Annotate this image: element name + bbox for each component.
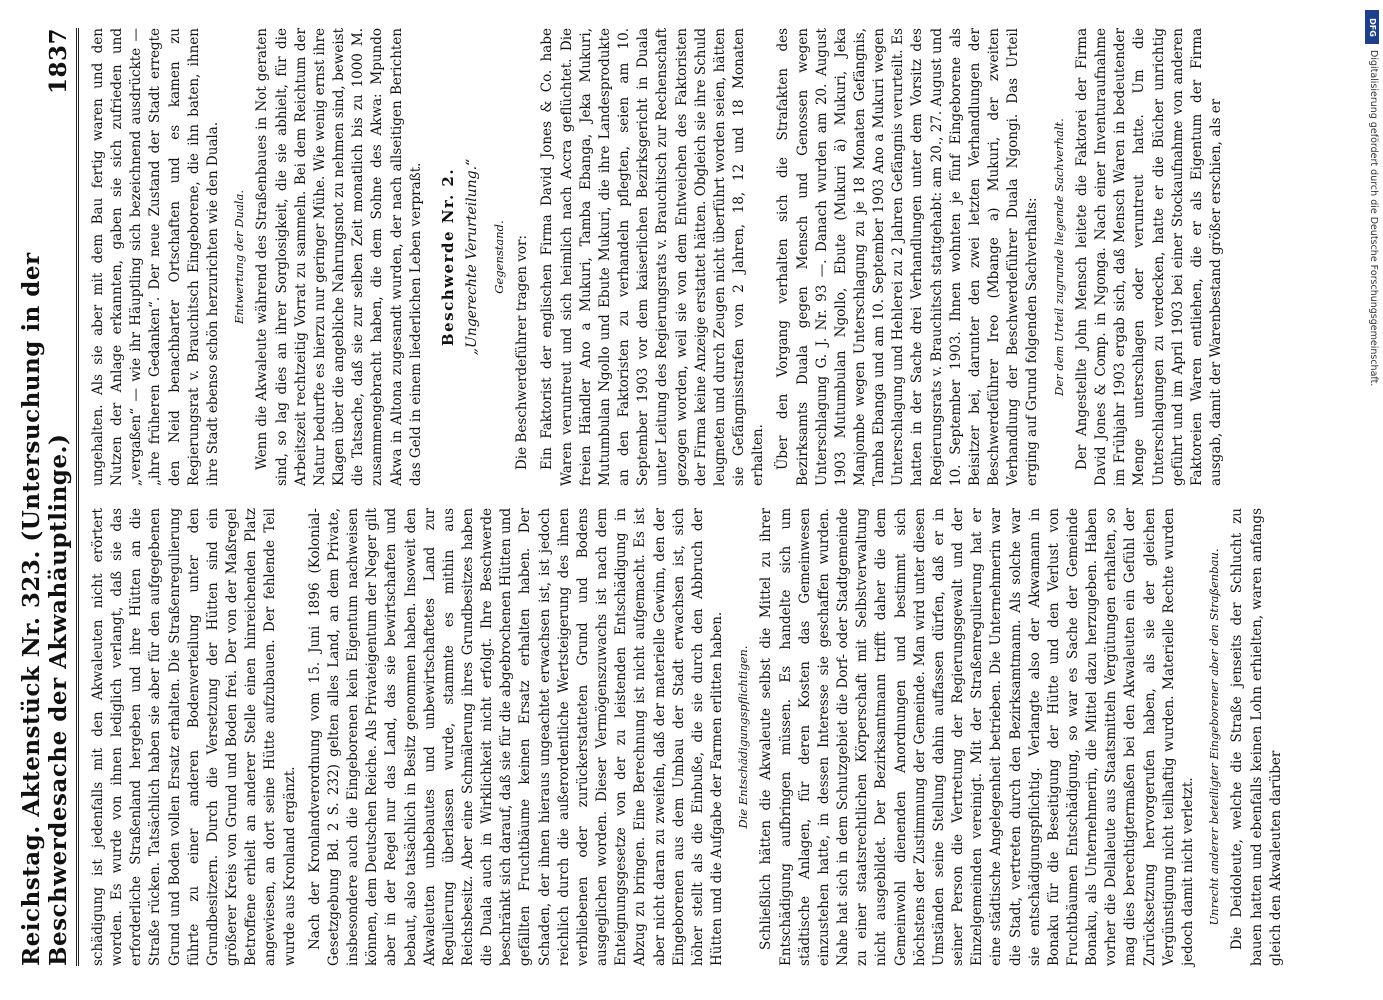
column-right: [89, 28, 1292, 486]
paragraph: Die Beschwerdeführer tragen vor:: [514, 234, 531, 470]
paragraph: Der Angestellte John Mensch leitete die Faktorei der Firma David Jones & Comp. in Ngonga. Nach einer Inventuraufnahme im Frühjahr 1903 ergab sich, daß Mensch Waren in bedeutender Menge unterschlagen oder veruntreut hatte. Um die Unterschlagungen zu verdecken, hatte er die Bücher unrichtig geführt und im April 1903 bei einer Stockaufnahme von anderen Faktoreien Waren entliehen, die er als Eigentum der Firma ausgab, damit der Warenbestand größer erschien, als er: [1073, 28, 1224, 486]
section-subheading: Unrecht anderer beteiligter Eingeborener aber den Straßenbau.: [1207, 548, 1222, 926]
section-subheading: Gegenstand.: [492, 220, 506, 294]
paragraph: Wenn die Akwaleute während des Straßenbaues in Not geraten sind, so lag dies an ihrer Sorglosigkeit, die sie abhielt, für die Arbeitszeit rechtzeitig Vorrat zu sammeln. Bei dem Reichtum der Natur bedurfte es hierzu nur geringer Mühe. Wie wenig ernst ihre Klagen über die angebliche Nahrungsnot zu nehmen sind, beweist die Tatsache, daß sie zur selben Zeit monatlich bis zu 1000 M. zusammengebracht haben, die dem Sohne des Akwa: Mpundo Akwa in Altona zugesandt wurden, der nach allseitigen Berichten das Geld in einem liederlichen Leben verpraßt.: [254, 28, 424, 486]
paragraph: Die Deidoleute, welche die Straße jenseits der Schlucht zu bauen hatten und ebenfalls keinen Lohn erhielten, waren anfangs gleich den Akwaleuten darüber: [1229, 508, 1284, 966]
page-title: Reichstag. Aktenstück Nr. 323. (Untersuchung in der Beschwerdesache der Akwahäuptlinge.): [18, 252, 72, 966]
section-subheading: Die Entschädigungspflichtigen.: [736, 645, 751, 829]
page-number: 1837: [45, 28, 72, 95]
credit-text: Digitalisierung gefördert durch die Deutsche Forschungsgemeinschaft.: [1368, 50, 1379, 387]
paragraph: Schließlich hätten die Akwaleute selbst die Mittel zu ihrer Entschädigung aufbringen müssen. Es handelte sich um städtische Anlagen, für deren Kosten das Gemeinwesen einzustehen hatte, in dessen Interesse sie geschaffen wurden. Nahe hat sich in dem Schutzgebiet die Dorf- oder Stadtgemeinde zu einer staatsrechtlichen Körperschaft mit Selbstverwaltung nicht ausgebildet. Der Bezirksamtmann trifft daher die dem Gemeinwohl dienenden Anordnungen und bestimmt sich höchstens der Zustimmung der Gemeinde. Man wird unter diesen Umständen seine Stellung dahin auffassen dürfen, daß er in seiner Person die Vertretung der Regierungsgewalt und der Einzelgemeinden vereinigt. Mit der Straßenregulierung hat er eine städtische Angelegenheit betrieben. Die Unternehmerin war die Stadt, vertreten durch den Bezirksamtmann. Als solche war sie entschädigungspflichtig. Verlangte also der Akwamann in Bonaku für die Beseitigung der Hütte und den Verlust von Fruchtbäumen Entschädigung, so war es Sache der Gemeinde Bonaku, als Unternehmerin, die Mittel dazu herzugeben. Haben vorher die Dellaleute aus Staatsmitteln Vergütungen erhalten, so mag dies berechtigtermaßen bei den Akwaleuten ein Gefühl der Zurücksetzung hervorgerufen haben, als sie der gleichen Vergünstigung nicht teilhaftig wurden. Materielle Rechte wurden jedoch damit nicht verletzt.: [758, 508, 1196, 966]
section-subheading: Entwertung der Duala.: [232, 190, 247, 325]
complaint-subtitle: „Ungerechte Verurteilung.“: [464, 158, 481, 356]
complaint-heading: Beschwerde Nr. 2.: [438, 167, 457, 347]
paragraph: Ein Faktorist der englischen Firma David Jones & Co. habe Waren veruntreut und sich heimlich nach Accra geflüchtet. Die freien Händler Ano a Mukuri, Tamba Ebanga, Jeka Mukuri, Mutumbulan Ngollo und Ebute Mukuri, die ihre Landesprodukte an den Faktoristen zu verhandeln pflegten, seien am 10. September 1903 vor dem kaiserlichen Bezirksgericht in Duala unter Leitung des Regierungsrats v. Brauchitsch zur Rechenschaft gezogen worden, weil sie von dem Entweichen des Faktoristen der Firma keine Anzeige erstattet hätten. Obgleich sie ihre Schuld leugneten und durch Zeugen nicht überführt worden seien, hätten sie Gefängnisstrafen von 2 Jahren, 18, 12 und 18 Monaten erhalten.: [539, 28, 767, 486]
section-subheading: Der dem Urteil zugrunde liegende Sachverhalt.: [1051, 118, 1066, 396]
paragraph: schädigung ist jedenfalls mit den Akwaleuten nicht erörtert worden. Es wurde von ihnen lediglich verlangt, daß sie das erforderliche Straßenland hergeben und ihre Hütten an die Straße rücken. Tatsächlich haben sie aber für den aufgegebenen Grund und Boden vollen Ersatz erhalten. Die Straßenregulierung führte zu einer anderen Bodenverteilung unter den Grundbesitzern. Durch die Versetzung der Hütten sind ein größerer Kreis von Grund und Boden frei. Der von der Maßregel Betroffene erhielt an anderer Stelle einen hinreichenden Platz angewiesen, an dort seine Hütte aufzubauen. Der fehlende Teil wurde aus Kronland ergänzt.: [90, 508, 298, 966]
digitization-credit: [1365, 10, 1379, 1000]
column-left: [89, 508, 1292, 966]
paragraph: Nach der Kronlandverordnung vom 15. Juni 1896 (Kolonial-Gesetzgebung Bd. 2 S. 232) gelten alles Land, an dem Private, insbesondere auch die Eingeborenen kein Eigentum nachweisen können, dem Deutschen Reiche. Als Privateigentum der Neger gilt aber in der Regel nur das Land, das sie bewirtschaften und bebaut, also tatsächlich in Besitz genommen haben. Insoweit den Akwaleuten unbebautes und unbewirtschaftetes Land zur Regulierung überlassen wurde, stammte es mithin aus Reichsbesitz. Aber eine Schmälerung ihres Grundbesitzes haben die Duala auch in Wirklichkeit nicht erfolgt. Ihre Beschwerde beschränkt sich darauf, daß sie für die abgebrochenen Hütten und gefällten Fruchtbäume keinen Ersatz erhalten haben. Der Schaden, der ihnen hieraus ungeachtet erwachsen ist, ist jedoch reichlich durch die außerordentliche Wertsteigerung des ihnen verbliebenen oder zurückerstatteten Grund und Bodens ausgeglichen worden. Dieser Vermögenszuwachs ist nach dem Enteignungsgesetze von der zu leistenden Entschädigung in Abzug zu bringen. Eine Berechnung ist nicht aufgemacht. Es ist aber nicht daran zu zweifeln, daß der materielle Gewinn, den der Eingeborenen aus dem Umbau der Stadt erwachsen ist, sich höher stellt als die Einbuße, die sie durch den Abbruch der Hütten und die Aufgabe der Farmen erlitten haben.: [306, 508, 725, 966]
text-columns: [89, 28, 1292, 966]
dfg-logo: DFG: [1365, 10, 1379, 44]
page-header: [18, 28, 79, 966]
paragraph: Über den Vorgang verhalten sich die Strafakten des Bezirksamts Duala gegen Mensch und Genossen wegen Unterschlagung G. J. Nr. 93 —. Danach wurden am 20. August 1903 Mutumbulan Ngollo, Ebute (Mukuri ä) Mukuri, Jeka Manjombe wegen Unterschlagung zu je 18 Monaten Gefängnis, Tamba Ebanga und am 10. September 1903 Ano a Mukuri wegen Unterschlagung und Hehlerei zu 2 Jahren Gefängnis verurteilt. Es hatten in der Sache drei Verhandlungen unter dem Vorsitz des Regierungsrats v. Brauchitsch stattgehabt: am 20., 27. August und 10. September 1903. Ihnen wohnten je fünf Eingeborene als Beisitzer bei, darunter den zwei letzten Verhandlungen der Beschwerdeführer Ireo (Mbange a) Mukuri, der zweiten Verhandlung der Beschwerdeführer Duala Ngongi. Das Urteil erging auf Grund folgenden Sachverhalts:: [775, 28, 1041, 486]
paragraph: ungehalten. Als sie aber mit dem Bau fertig waren und den Nutzen der Anlage erkannten, gaben sie sich zufrieden und „vergaßen“ — wie ihr Häuptling sich bezeichnend ausdrückte — „ihre früheren Gedanken“. Der neue Zustand der Stadt erregte den Neid benachbarter Ortschaften und es kamen zu Regierungsrat v. Brauchitsch Eingeborene, die ihn baten, ihnen ihre Stadt ebenso schön herzurichten wie den Duala.: [90, 28, 221, 486]
